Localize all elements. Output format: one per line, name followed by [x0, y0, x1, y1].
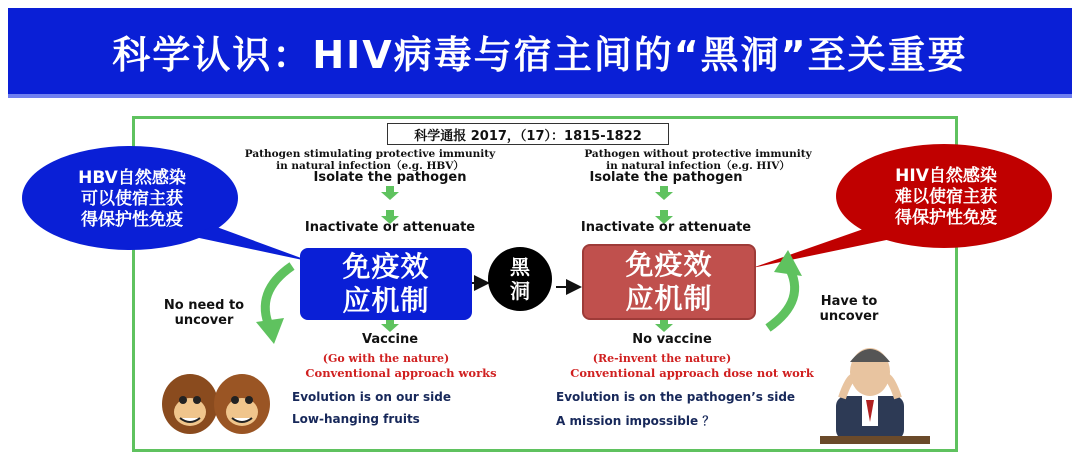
- left-step-isolate: Isolate the pathogen: [313, 170, 467, 185]
- right-immune-mechanism-box: [582, 244, 756, 320]
- hiv-bubble-text: [872, 166, 1020, 229]
- right-header-line-2: in natural infection（e.g. HIV）: [606, 160, 790, 172]
- monkeys-picture: [162, 374, 270, 434]
- hbv-bubble-line-3: 得保护性免疫: [81, 210, 183, 230]
- right-step-isolate: Isolate the pathogen: [589, 170, 743, 185]
- right-note-2: Conventional approach dose not work: [570, 366, 814, 380]
- slide-title: 科学认识：HIV病毒与宿主间的“黑洞”至关重要: [112, 32, 968, 77]
- left-step-inactivate: Inactivate or attenuate: [304, 220, 476, 235]
- left-note-1: (Go with the nature): [322, 352, 450, 365]
- hiv-bubble-line-2: 难以使宿主获: [895, 187, 997, 207]
- hbv-bubble-line-1: HBV自然感染: [78, 168, 186, 188]
- right-point-1: Evolution is on the pathogen’s side: [556, 390, 796, 404]
- left-result: Vaccine: [361, 332, 419, 347]
- hbv-bubble-line-2: 可以使宿主获: [81, 189, 183, 209]
- hiv-bubble-line-1: HIV自然感染: [895, 166, 997, 186]
- right-header: [552, 148, 844, 172]
- right-result: No vaccine: [632, 332, 712, 347]
- right-note-1: (Re-invent the nature): [592, 352, 732, 365]
- right-point-2: A mission impossible ？: [556, 414, 715, 428]
- citation-box: 科学通报 2017，（17）：1815-1822: [387, 123, 669, 145]
- stressed-man-picture: [820, 348, 930, 444]
- curved-arrow-left: [256, 266, 292, 344]
- left-side-label: [148, 298, 260, 328]
- right-header-line-1: Pathogen without protective immunity: [584, 148, 812, 160]
- hbv-bubble-text: [58, 168, 206, 231]
- left-side-label-line-1: No need to: [163, 298, 245, 313]
- right-side-label-line-2: uncover: [819, 309, 879, 324]
- hiv-bubble-line-3: 得保护性免疫: [895, 208, 997, 228]
- left-side-label-line-2: uncover: [174, 313, 234, 328]
- right-side-label: [806, 294, 892, 324]
- left-point-1: Evolution is on our side: [292, 390, 451, 404]
- right-side-label-line-1: Have to: [820, 294, 878, 309]
- left-header: [222, 148, 518, 172]
- black-hole-circle: [488, 247, 552, 311]
- black-hole-line-2: 洞: [510, 279, 530, 303]
- left-point-2: Low-hanging fruits: [292, 412, 420, 426]
- black-hole-line-1: 黑: [510, 255, 530, 279]
- left-note-2: Conventional approach works: [305, 366, 497, 380]
- left-immune-mechanism-box: [300, 248, 472, 320]
- left-header-line-2: in natural infection（e.g. HBV）: [276, 160, 464, 172]
- right-box-line-1: 免疫效: [625, 248, 713, 281]
- right-box-line-2: 应机制: [625, 282, 713, 315]
- left-header-line-1: Pathogen stimulating protective immunity: [244, 148, 496, 160]
- right-step-inactivate: Inactivate or attenuate: [580, 220, 752, 235]
- left-box-line-1: 免疫效: [342, 250, 430, 283]
- left-box-line-2: 应机制: [342, 284, 430, 317]
